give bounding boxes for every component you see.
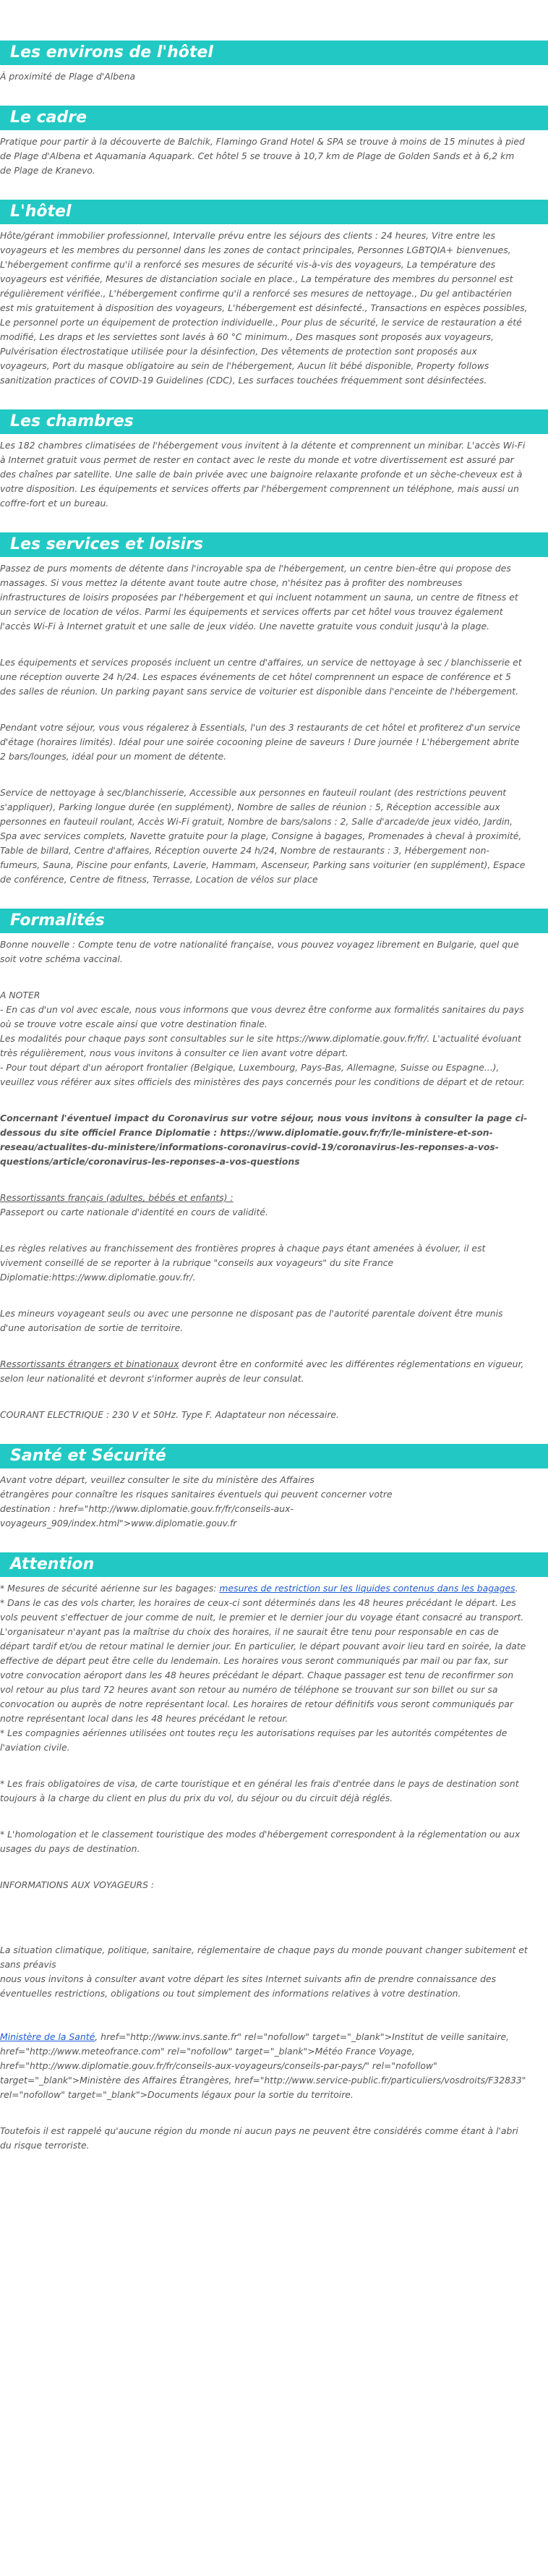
section-header-chambres: Les chambres <box>0 409 548 434</box>
attention-luggage-paragraph <box>0 1581 528 1596</box>
section-body-formalites <box>0 938 534 1422</box>
section-body-environs <box>0 69 534 84</box>
electric-current-text: COURANT ELECTRIQUE : 230 V et 50Hz. Type F. Adaptateur non nécessaire. <box>0 1409 339 1420</box>
section-body-chambres <box>0 438 534 511</box>
section-header-services: Les services et loisirs <box>0 532 548 557</box>
attention-luggage-suffix: . <box>515 1583 518 1594</box>
spacer <box>0 2001 528 2030</box>
section-body-services <box>0 561 534 887</box>
services-paragraph-3: Pendant votre séjour, vous vous régalerez à Essentials, l'un des 3 restaurants de cet hôtel et profiterez d'un service d'étage (horaires limités). Idéal pour une soirée cocooning pleine de saveurs ! Dure journée ! L'hébergement abrite 2 bars/lounges, idéal pour un moment de détente. <box>0 722 521 762</box>
terrorism-notice: Toutefois il est rappelé qu'aucune région du monde ni aucun pays ne peuvent être considérés comme étant à l'abri du risque terroriste. <box>0 2125 518 2151</box>
section-header-sante: Santé et Sécurité <box>0 1444 548 1468</box>
official-links-text: , href="http://www.invs.sante.fr" rel="nofollow" target="_blank">Institut de veille sanitaire, href="http://www.meteofrance.com" rel="nofollow" target="_blank">Météo France Voyage, href="http://www.diplomatie.gouv.fr/fr/conseils-aux-voyageurs/conseils-par-pays/" rel="nofollow" target="_blank">Ministère des Affaires Étrangères, href="http://www.service-public.fr/particuliers/vosdroits/F32833" rel="nofollow" target="_blank">Documents légaux pour la sortie du territoire. <box>0 2031 526 2100</box>
chambres-text: Les 182 chambres climatisées de l'hébergement vous invitent à la détente et comprennent un minibar. L'accès Wi-Fi à Internet gratuit vous permet de rester en contact avec le reste du monde et votre divertissement est assuré par des chaînes par satellite. Une salle de bain privée avec une baignoire relaxante profonde et un sèche-cheveux est à votre disposition. Les équipements et services offerts par l'hébergement comprennent un téléphone, mais aussi un coffre-fort et un bureau. <box>0 440 526 509</box>
section-header-cadre: Le cadre <box>0 106 548 130</box>
attention-accommodation-rating: * L'homologation et le classement touristique des modes d'hébergement correspondent à la réglementation ou aux usages du pays de destination. <box>0 1829 521 1854</box>
services-paragraph-1: Passez de purs moments de détente dans l'incroyable spa de l'hébergement, un centre bien-être qui propose des massages. Si vous mettez la détente avant toute autre chose, n'hésitez pas à profiter des nombreuses infrastructures de loisirs proposées par l'hébergement et qui incluent notamment un sauna, un centre de fitness et un service de location de vélos. Parmi les équipements et services offerts par cet hôtel vous trouvez également l'accès Wi-Fi à Internet gratuit et une salle de jeux vidéo. Une navette gratuite vous conduit jusqu'à la plage. <box>0 563 518 632</box>
cadre-text: Pratique pour partir à la découverte de Balchik, Flamingo Grand Hotel & SPA se trouve à moins de 15 minutes à pied de Plage d'Albena et Aquamania Aquapark. Cet hôtel 5 se trouve à 10,7 km de Plage de Golden Sands et à 6,2 km de Plage de Kranevo. <box>0 136 525 176</box>
note-line-3: - Pour tout départ d'un aéroport frontalier (Belgique, Luxembourg, Pays-Bas, Allemagne, Suisse ou Espagne...), veuillez vous référer aux sites officiels des ministères des pays concernés pour les conditions de départ et de retour. <box>0 1062 525 1087</box>
foreign-nationals-text: devront être en conformité avec les différentes réglementations en vigueur, selon leur nationalité et devront s'informer auprès de leur consulat. <box>0 1359 524 1384</box>
hotel-text: Hôte/gérant immobilier professionnel, Intervalle prévu entre les séjours des clients : 24 heures, Vitre entre les voyageurs et les membres du personnel dans les zones de contact principales, Personnes LGBTQIA+ bienvenues, L'hébergement confirme qu'il a renforcé ses mesures de sécurité vis-à-vis des voyageurs, La température des voyageurs est vérifiée, Mesures de distanciation sociale en place., La température des membres du personnel est régulièrement vérifiée., L'hébergement confirme qu'il a renforcé ses mesures de nettoyage., Du gel antibactérien est mis gratuitement à disposition des voyageurs, L'hébergement est désinfecté., Transactions en espèces possibles, Le personnel porte un équipement de protection individuelle., Pour plus de sécurité, le service de restauration a été modifié, Les draps et les serviettes sont lavés à 60 °C minimum., Des masques sont proposés aux voyageurs, Pulvérisation électrostatique utilisée pour la désinfection, Des vêtements de protection sont proposés aux voyageurs, Port du masque obligatoire au sein de l'hébergement, Aucun lit bébé disponible, Property follows sanitization practices of COVID-19 Guidelines (CDC), Les surfaces touchées fréquemment sont désinfectées. <box>0 230 528 386</box>
sante-line-2: étrangères pour connaître les risques sanitaires éventuels qui peuvent concerner votre <box>0 1489 393 1500</box>
note-line-1: - En cas d'un vol avec escale, nous vous informons que vous devrez être conforme aux formalités sanitaires du pays où se trouve votre escale ainsi que votre destination finale. <box>0 1004 524 1029</box>
official-links-paragraph <box>0 2030 528 2102</box>
info-travelers-heading: INFORMATIONS AUX VOYAGEURS : <box>0 1879 155 1890</box>
attention-charter-flights: * Dans le cas des vols charter, les horaires de ceux-ci sont déterminés dans les 48 heures précédant le départ. Les vols peuvent s'effectuer de jour comme de nuit, le premier et le dernier jour du voyage étant consacré au transport. L'organisateur n'ayant pas la maîtrise du choix des horaires, il ne saurait être tenu pour responsable en cas de départ tardif et/ou de retour matinal le dernier jour. En particulier, le départ pouvant avoir lieu tard en soirée, la date effective de départ peut être celle du lendemain. Les horaires vous seront communiqués par mail ou par fax, sur votre convocation aéroport dans les 48 heures précédant le départ. Chaque passager est tenu de reconfirmer son vol retour au plus tard 72 heures avant son retour au numéro de téléphone se trouvant sur son billet ou sur sa convocation ou auprès de notre représentant local. Les horaires de retour définitifs vous seront communiqués par notre représentant local dans les 48 heures précédant le retour. <box>0 1597 526 1724</box>
note-line-2: Les modalités pour chaque pays sont consultables sur le site https://www.diplomatie.gouv.fr/fr/. L'actualité évoluant très régulièrement, nous vous invitons à consulter ce lien avant votre départ. <box>0 1033 521 1058</box>
section-body-sante <box>0 1473 534 1531</box>
minors-text: Les mineurs voyageant seuls ou avec une personne ne disposant pas de l'autorité parentale doivent être munis d'une autorisation de sortie de territoire. <box>0 1308 503 1333</box>
foreign-nationals-paragraph <box>0 1357 528 1386</box>
environs-text: À proximité de Plage d'Albena <box>0 71 136 82</box>
info-travelers-line-1: La situation climatique, politique, sanitaire, réglementaire de chaque pays du monde pouvant changer subitement et sans préavis <box>0 1944 528 1970</box>
section-body-cadre <box>0 135 534 178</box>
attention-airlines: * Les compagnies aériennes utilisées ont toutes reçu les autorisations requises par les autorités compétentes de l'aviation civile. <box>0 1727 508 1753</box>
section-body-hotel <box>0 229 534 388</box>
section-body-attention <box>0 1581 534 2153</box>
services-paragraph-2: Les équipements et services proposés incluent un centre d'affaires, un service de nettoyage à sec / blanchisserie et une réception ouverte 24 h/24. Les espaces événements de cet hôtel comprennent un espace de conférence et 5 des salles de réunion. Un parking payant sans service de voiturier est disponible dans l'enceinte de l'hébergement. <box>0 657 522 697</box>
section-header-attention: Attention <box>0 1552 548 1577</box>
border-rules-text: Les règles relatives au franchissement des frontières propres à chaque pays étant amenées à évoluer, il est vivement conseillé de se reporter à la rubrique "conseils aux voyageurs" du site France Diplomatie:https://www.diplomatie.gouv.fr/. <box>0 1243 486 1283</box>
info-travelers-line-2: nous vous invitons à consulter avant votre départ les sites Internet suivants afin de prendre connaissance des éventuelles restrictions, obligations ou tout simplement des informations relatives à votre destination. <box>0 1973 497 1999</box>
attention-luggage-prefix: * Mesures de sécurité aérienne sur les bagages: <box>0 1583 220 1594</box>
sante-line-1: Avant votre départ, veuillez consulter le site du ministère des Affaires <box>0 1474 314 1485</box>
section-header-hotel: L'hôtel <box>0 200 548 224</box>
liquids-restriction-link[interactable]: mesures de restriction sur les liquides contenus dans les bagages <box>219 1583 515 1594</box>
formalites-intro: Bonne nouvelle : Compte tenu de votre nationalité française, vous pouvez voyagez librement en Bulgarie, quel que soit votre schéma vaccinal. <box>0 939 519 964</box>
section-header-formalites: Formalités <box>0 909 548 933</box>
section-header-environs: Les environs de l'hôtel <box>0 41 548 65</box>
attention-visa-fees: * Les frais obligatoires de visa, de carte touristique et en général les frais d'entrée dans le pays de destination sont toujours à la charge du client en plus du prix du vol, du séjour ou du circuit déjà réglés. <box>0 1778 519 1803</box>
coronavirus-notice: Concernant l'éventuel impact du Coronavirus sur votre séjour, nous vous invitons à consulter la page ci-dessous du site officiel France Diplomatie : https://www.diplomatie.gouv.fr/fr/le-ministere-et-son-reseau/actualites-du-ministere/informations-coronavirus-covid-19/coronavirus-les-reponses-a-vos-questions/article/coronavirus-les-reponses-a-vos-questions <box>0 1113 528 1167</box>
note-heading: A NOTER <box>0 990 40 1000</box>
foreign-nationals-heading: Ressortissants étrangers et binationaux <box>0 1359 179 1369</box>
sante-line-3: destination : href="http://www.diplomatie.gouv.fr/fr/conseils-aux-voyageurs_909/index.html">www.diplomatie.gouv.fr <box>0 1503 294 1529</box>
french-nationals-heading: Ressortissants français (adultes, bébés et enfants) : <box>0 1192 234 1203</box>
ministere-sante-link[interactable]: Ministère de la Santé <box>0 2031 95 2042</box>
spacer <box>0 1892 528 1943</box>
french-nationals-text: Passeport ou carte nationale d'identité en cours de validité. <box>0 1207 268 1217</box>
services-paragraph-4: Service de nettoyage à sec/blanchisserie, Accessible aux personnes en fauteuil roulant (des restrictions peuvent s'appliquer), Parking longue durée (en supplément), Nombre de salles de réunion : 5, Réception accessible aux personnes en fauteuil roulant, Accès Wi-Fi gratuit, Nombre de bars/salons : 2, Salle d'arcade/de jeux vidéo, Jardin, Spa avec services complets, Navette gratuite pour la plage, Consigne à bagages, Promenades à cheval à proximité, Table de billard, Centre d'affaires, Réception ouverte 24 h/24, Nombre de restaurants : 3, Hébergement non-fumeurs, Sauna, Piscine pour enfants, Laverie, Hammam, Ascenseur, Parking sans voiturier (en supplément), Espace de conférence, Centre de fitness, Terrasse, Location de vélos sur place <box>0 787 526 885</box>
